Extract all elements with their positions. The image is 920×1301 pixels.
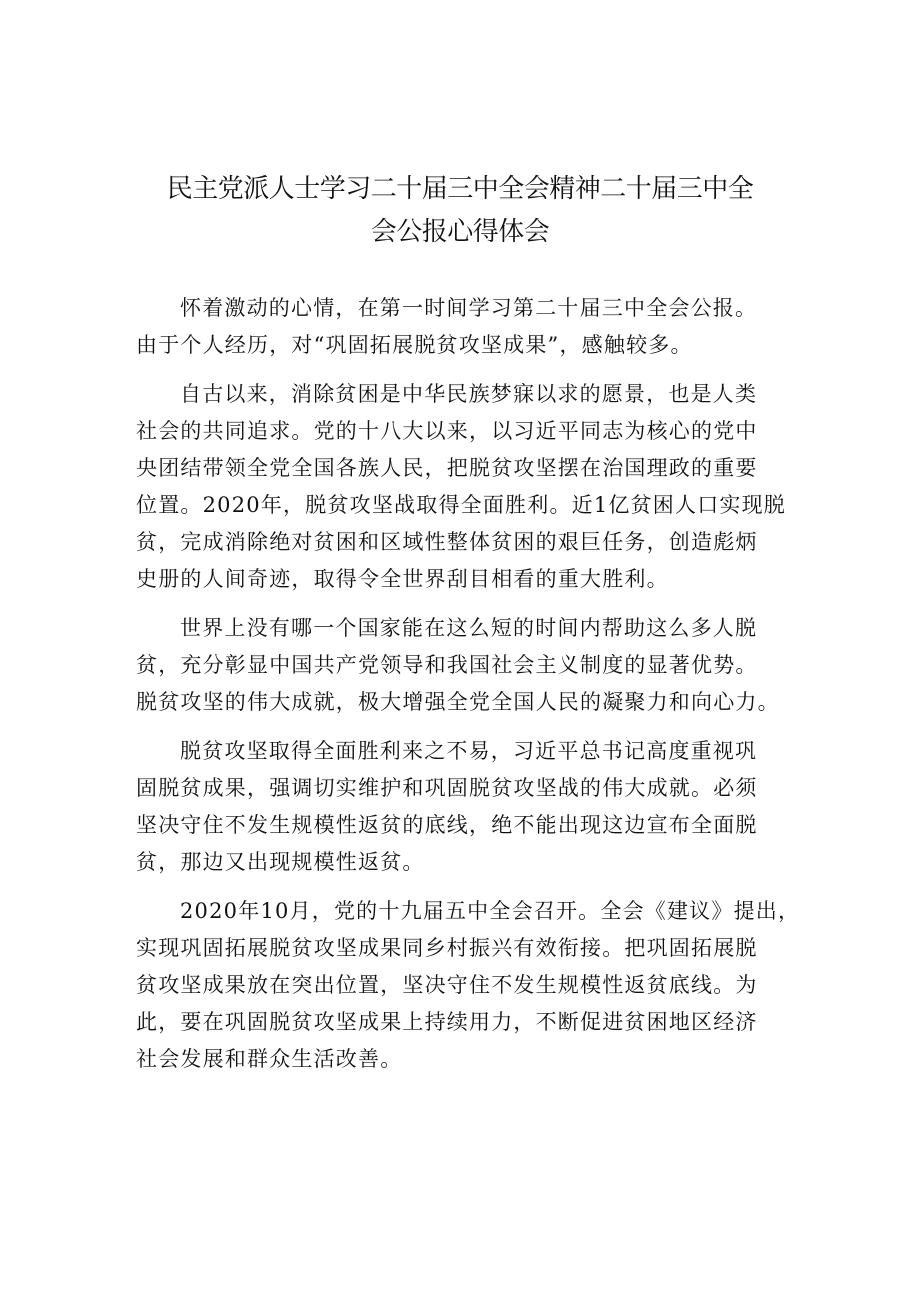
text-line: 贫，那边又出现规模性返贫。	[136, 850, 425, 874]
paragraph-4	[136, 733, 788, 881]
text-line: 史册的人间奇迹，取得令全世界刮目相看的重大胜利。	[136, 567, 669, 591]
text-line: 贫攻坚成果放在突出位置，坚决守住不发生规模性返贫底线。为	[136, 973, 758, 997]
document-body	[136, 290, 801, 1090]
title-line: 会公报心得体会	[370, 217, 550, 247]
paragraph-3	[136, 610, 788, 721]
text-line: 社会发展和群众生活改善。	[136, 1047, 403, 1071]
text-line: 坚决守住不发生规模性返贫的底线，绝不能出现这边宣布全面脱	[136, 813, 758, 837]
paragraph-5	[136, 893, 801, 1078]
text-line: 社会的共同追求。党的十八大以来，以习近平同志为核心的党中	[136, 419, 758, 443]
text-line: 由于个人经历，对“巩固拓展脱贫攻坚成果”，感触较多。	[136, 333, 693, 357]
text-line: 固脱贫成果，强调切实维护和巩固脱贫攻坚战的伟大成就。必须	[136, 776, 758, 800]
text-line: 2020年10月，党的十九届五中全会召开。全会《建议》提出，	[180, 899, 801, 923]
document-title	[140, 168, 780, 254]
text-line: 脱贫攻坚的伟大成就，极大增强全党全国人民的凝聚力和向心力。	[136, 690, 780, 714]
text-line: 位置。2020年，脱贫攻坚战取得全面胜利。近1亿贫困人口实现脱	[136, 493, 787, 517]
text-line: 自古以来，消除贫困是中华民族梦寐以求的愿景，也是人类	[180, 382, 758, 406]
text-line: 贫，完成消除绝对贫困和区域性整体贫困的艰巨任务，创造彪炳	[136, 530, 758, 554]
text-line: 怀着激动的心情，在第一时间学习第二十届三中全会公报。	[180, 296, 758, 320]
text-line: 贫，充分彰显中国共产党领导和我国社会主义制度的显著优势。	[136, 653, 758, 677]
text-line: 脱贫攻坚取得全面胜利来之不易，习近平总书记高度重视巩	[180, 739, 758, 763]
text-line: 世界上没有哪一个国家能在这么短的时间内帮助这么多人脱	[180, 616, 758, 640]
text-line: 此，要在巩固脱贫攻坚成果上持续用力，不断促进贫困地区经济	[136, 1010, 758, 1034]
paragraph-2	[136, 376, 788, 598]
text-line: 央团结带领全党全国各族人民，把脱贫攻坚摆在治国理政的重要	[136, 456, 758, 480]
text-line: 实现巩固拓展脱贫攻坚成果同乡村振兴有效衔接。把巩固拓展脱	[136, 936, 758, 960]
paragraph-1	[136, 290, 788, 364]
title-line: 民主党派人士学习二十届三中全会精神二十届三中全	[166, 174, 754, 204]
